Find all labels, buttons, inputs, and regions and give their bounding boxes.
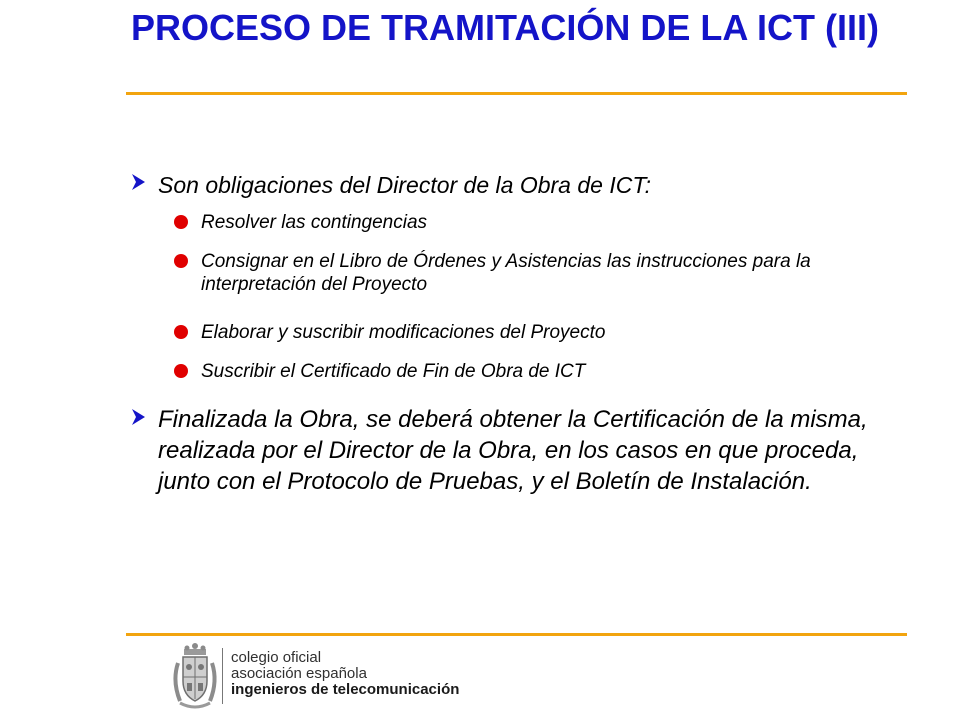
- logo-divider: [222, 648, 223, 704]
- sub-bullet-item: [174, 360, 854, 383]
- logo-text: [231, 650, 459, 698]
- logo-line: asociación española: [231, 665, 367, 682]
- bullet-text: Finalizada la Obra, se deberá obtener la Certificación de la misma, realizada por el Director de la Obra, en los casos en que proceda, junto con el Protocolo de Pruebas, y el Boletín de Instalación.: [158, 406, 868, 495]
- slide-title: PROCESO DE TRAMITACIÓN DE LA ICT (III): [131, 7, 879, 48]
- bullet-dot-icon: [174, 364, 188, 378]
- sub-bullet-item: [174, 321, 854, 344]
- sub-bullet-text: Consignar en el Libro de Órdenes y Asistencias las instrucciones para la interpretación del Proyecto: [201, 251, 811, 295]
- title-underline: [126, 92, 907, 95]
- sub-bullet-text: Resolver las contingencias: [201, 212, 428, 233]
- sub-bullet-item: [174, 211, 854, 234]
- bullet-dot-icon: [174, 215, 188, 229]
- logo-line: ingenieros de telecomunicación: [231, 681, 460, 698]
- bullet-finalizada: [130, 404, 910, 497]
- bullet-dot-icon: [174, 325, 188, 339]
- sub-bullet-text: Elaborar y suscribir modificaciones del Proyecto: [201, 322, 606, 343]
- sub-bullet-text: Suscribir el Certificado de Fin de Obra de ICT: [201, 361, 586, 382]
- arrowhead-icon: [130, 404, 158, 430]
- footer-rule: [126, 633, 907, 636]
- logo-line: colegio oficial: [231, 649, 322, 666]
- sub-bullet-item: [174, 250, 854, 296]
- bullet-dot-icon: [174, 254, 188, 268]
- bullet-text: Son obligaciones del Director de la Obra de ICT:: [158, 172, 652, 198]
- coat-of-arms-icon: [170, 643, 226, 715]
- bullet-obligaciones: [130, 171, 910, 199]
- arrowhead-icon: [130, 171, 158, 193]
